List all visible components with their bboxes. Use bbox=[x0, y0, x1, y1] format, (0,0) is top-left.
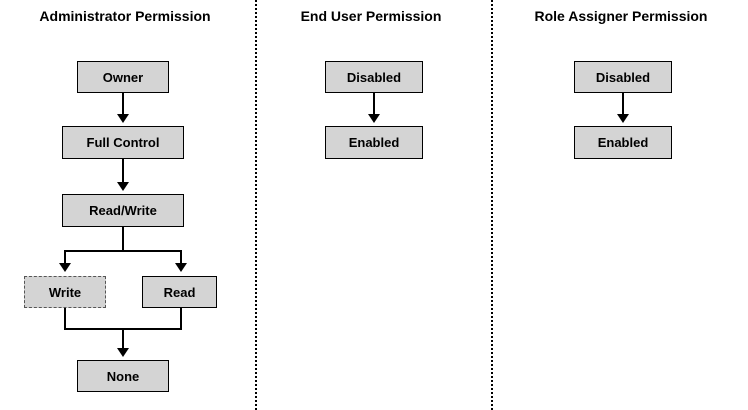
node-role-assigner-disabled[interactable]: Disabled bbox=[574, 61, 672, 93]
node-owner[interactable]: Owner bbox=[77, 61, 169, 93]
column-title-administrator: Administrator Permission bbox=[39, 8, 211, 24]
node-write[interactable]: Write bbox=[24, 276, 106, 308]
column-title-end-user: End User Permission bbox=[300, 8, 442, 24]
edge-write-to-join bbox=[64, 308, 66, 330]
arrowhead-end-user-enabled bbox=[368, 114, 380, 123]
edge-read-write-split-bar bbox=[64, 250, 182, 252]
column-title-role-assigner: Role Assigner Permission bbox=[534, 8, 708, 24]
node-end-user-disabled[interactable]: Disabled bbox=[325, 61, 423, 93]
arrowhead-full-control bbox=[117, 114, 129, 123]
arrowhead-read bbox=[175, 263, 187, 272]
arrowhead-none bbox=[117, 348, 129, 357]
arrowhead-write bbox=[59, 263, 71, 272]
arrowhead-read-write bbox=[117, 182, 129, 191]
node-read-write[interactable]: Read/Write bbox=[62, 194, 184, 227]
node-end-user-enabled[interactable]: Enabled bbox=[325, 126, 423, 159]
column-divider-left bbox=[255, 0, 257, 410]
edge-read-write-stem bbox=[122, 227, 124, 251]
arrowhead-role-assigner-enabled bbox=[617, 114, 629, 123]
node-none[interactable]: None bbox=[77, 360, 169, 392]
node-read[interactable]: Read bbox=[142, 276, 217, 308]
node-full-control[interactable]: Full Control bbox=[62, 126, 184, 159]
column-divider-right bbox=[491, 0, 493, 410]
node-role-assigner-enabled[interactable]: Enabled bbox=[574, 126, 672, 159]
edge-read-to-join bbox=[180, 308, 182, 330]
